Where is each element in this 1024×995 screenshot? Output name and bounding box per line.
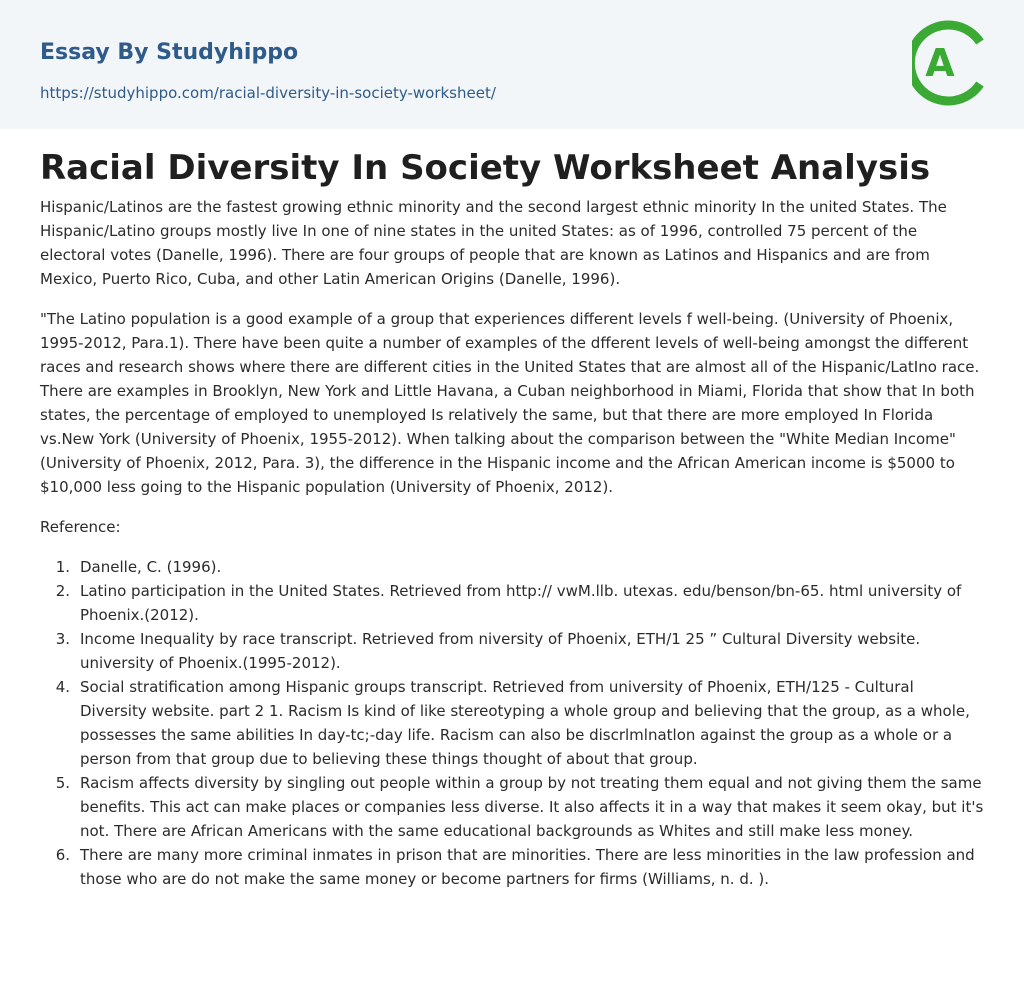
reference-number: 2. [55,582,70,600]
reference-text: Social stratification among Hispanic groups transcript. Retrieved from university of Phoenix, ETH/125 - Cultural Diversity website. part 2 1. Racism Is kind of like stereotyping a whole group and believing that the group, as a whole, possesses the same abilities In day-tc;-day life. Racism can also be discrlmlnatlon against the group as a whole or a person from that group due to believing these things thought of about that group. [80,678,970,768]
reference-text: Danelle, C. (1996). [80,558,222,576]
reference-list [40,555,985,891]
logo-letter: A [925,41,955,85]
paragraph-intro: Hispanic/Latinos are the fastest growing ethnic minority and the second largest ethnic minority In the united States. The Hispanic/Latino groups mostly live In one of nine states in the united States: as of 1996, controlled 75 percent of the electoral votes (Danelle, 1996). There are four groups of people that are known as Latinos and Hispanics and are from Mexico, Puerto Rico, Cuba, and other Latin American Origins (Danelle, 1996). [40,198,947,288]
reference-number: 4. [55,678,70,696]
reference-text: There are many more criminal inmates in prison that are minorities. There are less minorities in the law profession and those who are do not make the same money or become partners for firms (Williams, n. d. ). [80,846,975,888]
site-header [0,0,1024,129]
article-content [40,145,985,891]
paragraph-wellbeing: "The Latino population is a good example of a group that experiences different levels f well-being. (University of Phoenix, 1995-2012, Para.1). There have been quite a number of examples of the dfferent levels of well-being amongst the different races and research shows where there are different cities in the United States that are almost all of the Hispanic/LatIno race. There are examples in Brooklyn, New York and Little Havana, a Cuban neighborhood in Miami, Florida that show that In both states, the percentage of employed to unemployed Is relatively the same, but that there are more employed In Florida vs.New York (University of Phoenix, 1955-2012). When talking about the comparison between the "White Median Income" (University of Phoenix, 2012, Para. 3), the difference in the Hispanic income and the African American income is $5000 to $10,000 less going to the Hispanic population (University of Phoenix, 2012). [40,310,980,496]
reference-text: Latino participation in the United States. Retrieved from http:// vwM.llb. utexas. edu/benson/bn-65. html university of Phoenix.(2012). [80,582,962,624]
brand-title[interactable]: Essay By Studyhippo [40,40,299,65]
reference-item [40,771,985,843]
reference-number: 1. [55,558,70,576]
reference-item [40,627,985,675]
reference-text: Racism affects diversity by singling out people within a group by not treating them equal and not giving them the same benefits. This act can make places or companies less diverse. It also affects it in a way that makes it seem okay, but it's not. There are African Americans with the same educational backgrounds as Whites and still make less money. [80,774,984,840]
reference-text: Income Inequality by race transcript. Retrieved from niversity of Phoenix, ETH/1 25 ” Cultural Diversity website. university of Phoenix.(1995-2012). [80,630,921,672]
reference-heading: Reference: [40,518,121,536]
page-title: Racial Diversity In Society Worksheet Analysis [40,148,931,188]
reference-number: 6. [55,846,70,864]
reference-number: 5. [55,774,70,792]
studyhippo-logo-icon[interactable] [912,20,986,106]
reference-number: 3. [55,630,70,648]
reference-item [40,843,985,891]
reference-item [40,555,985,579]
reference-item [40,675,985,771]
source-url-link[interactable]: https://studyhippo.com/racial-diversity-in-society-worksheet/ [40,84,496,102]
reference-item [40,579,985,627]
